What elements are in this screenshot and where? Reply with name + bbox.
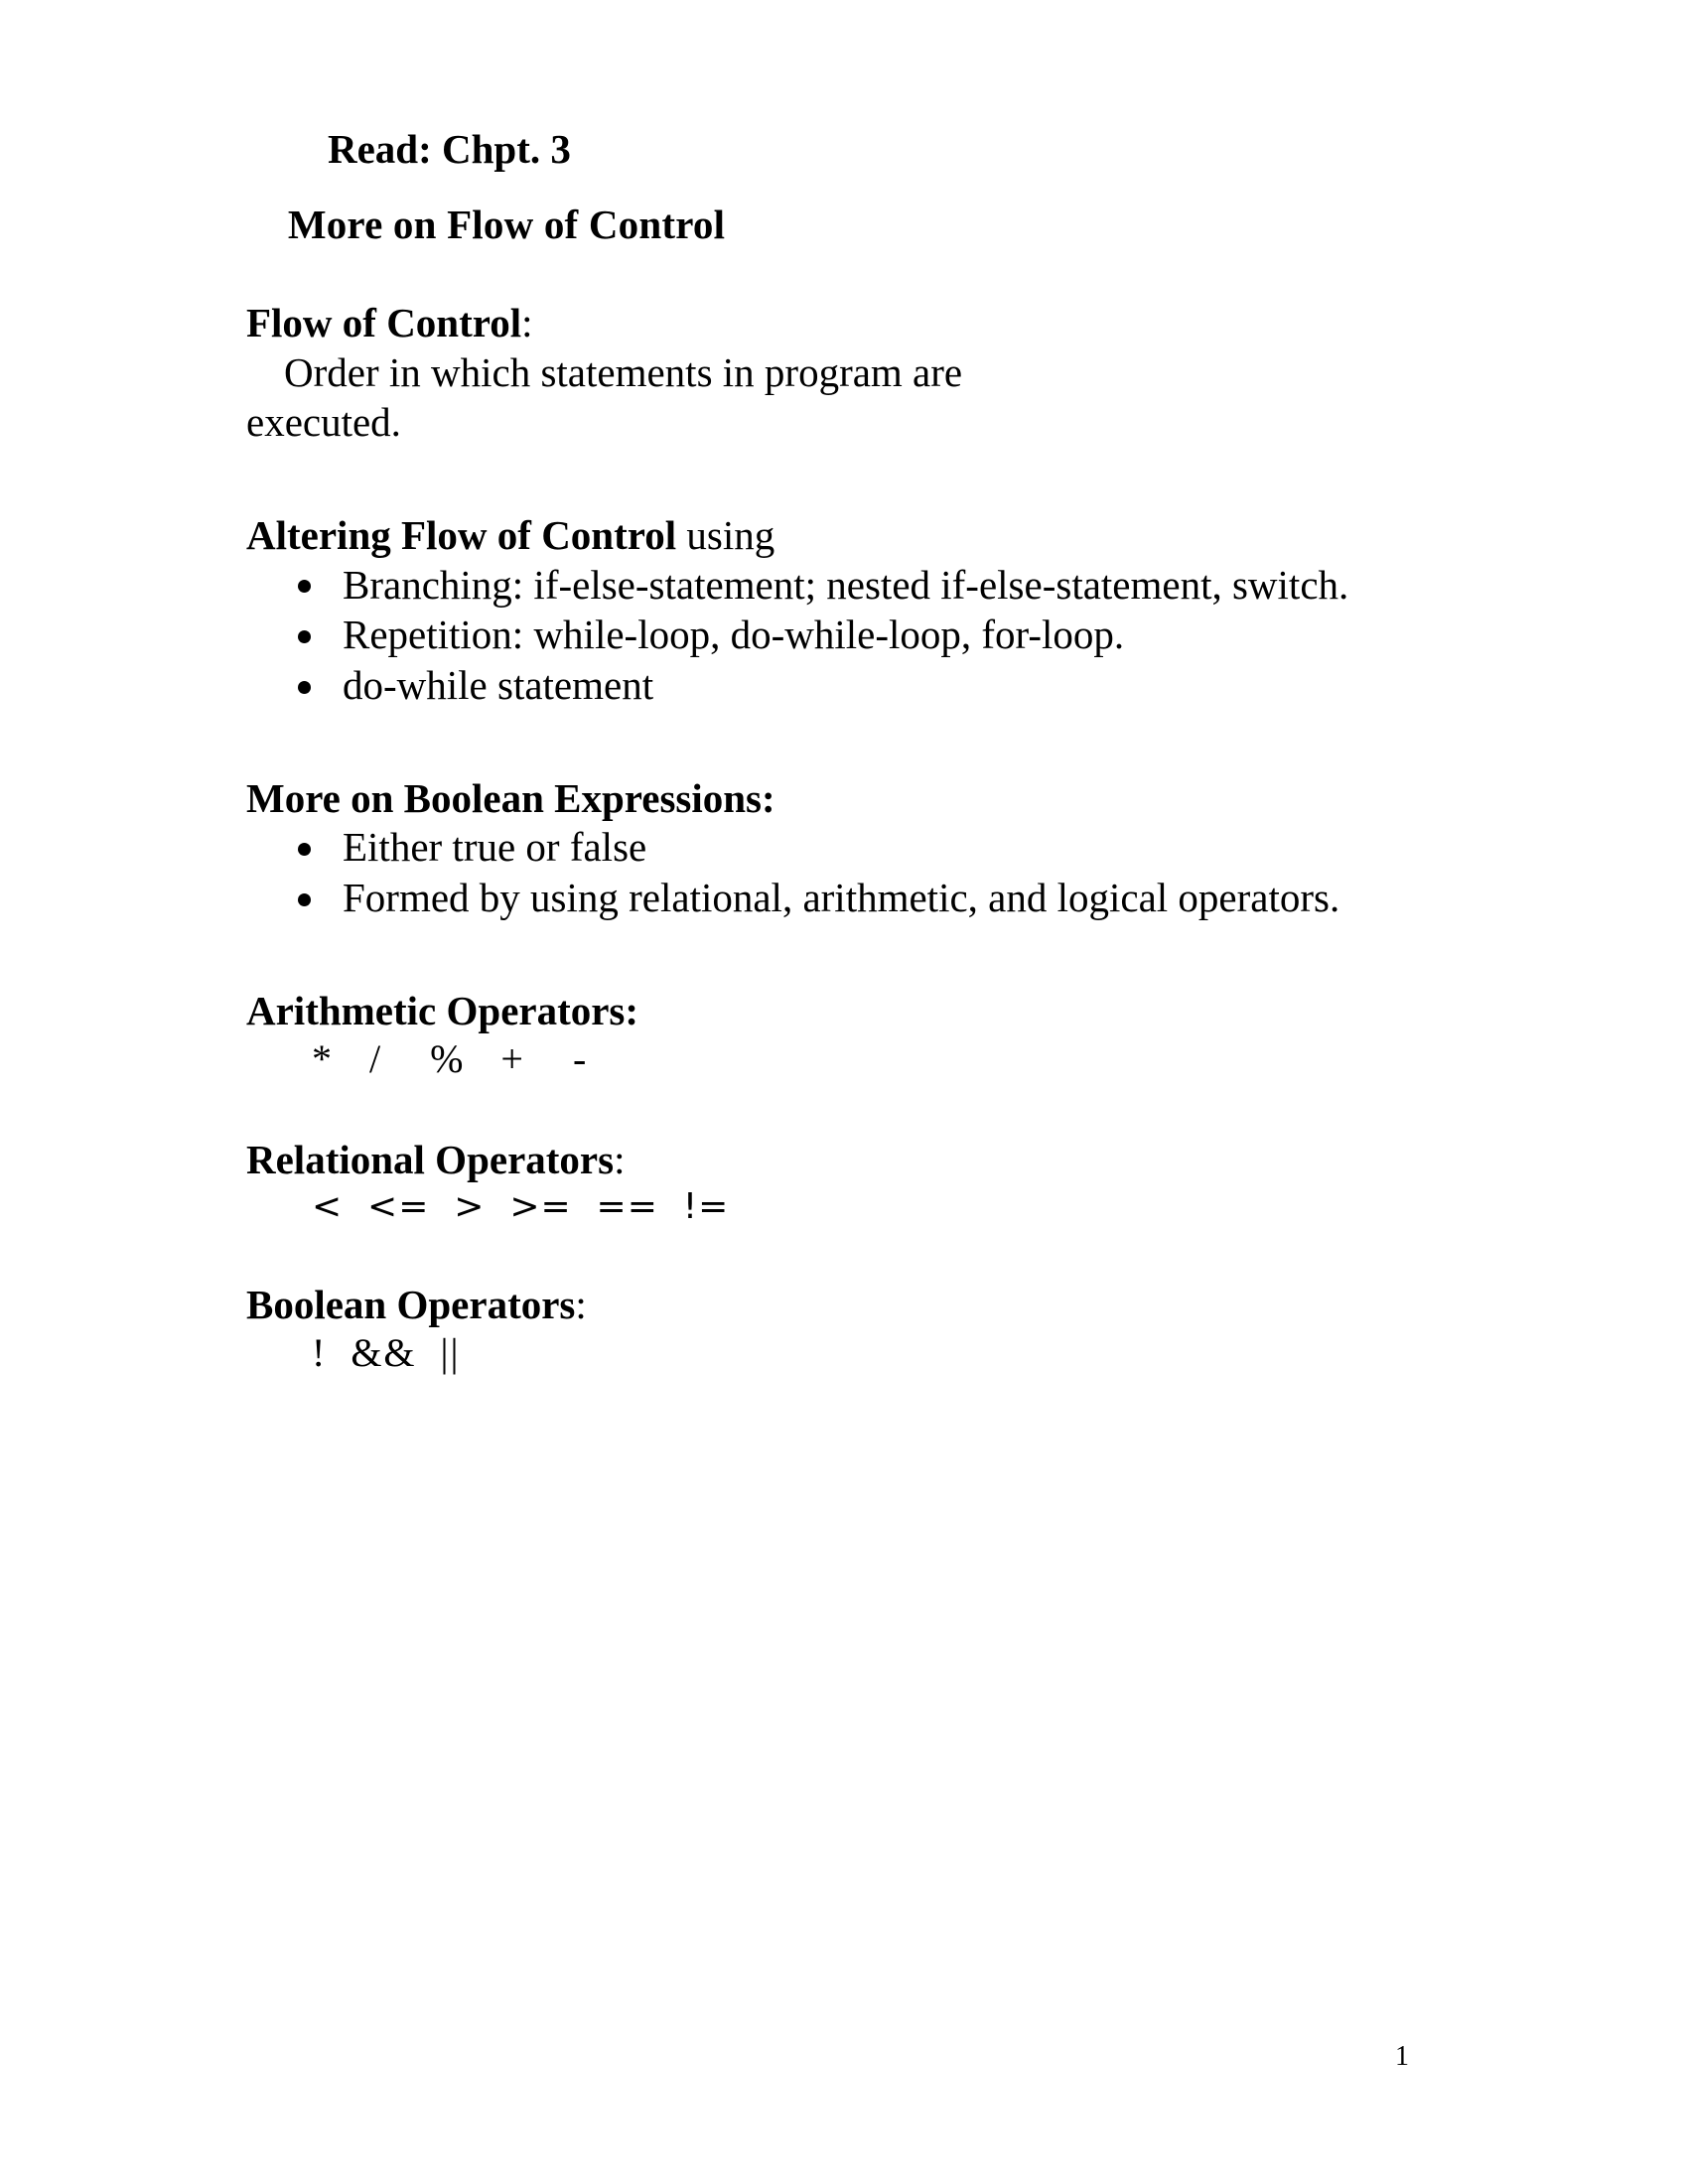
spacer xyxy=(246,711,1418,774)
section-heading-bold: Relational Operators xyxy=(246,1137,615,1183)
read-assignment-text: Read: Chpt. 3 xyxy=(328,126,571,173)
section-heading-tail: using xyxy=(676,512,775,559)
document-body xyxy=(246,0,1418,1378)
read-assignment-line xyxy=(246,77,1418,221)
page-title: More on Flow of Control xyxy=(287,202,726,247)
section-heading-bold: More on Boolean Expressions: xyxy=(246,775,775,822)
section-heading-tail: : xyxy=(575,1281,587,1327)
relational-operators-row: < <= > >= == != xyxy=(312,1185,730,1227)
section-arithmetic-operators xyxy=(246,987,1418,1084)
page-number: 1 xyxy=(1395,2041,1409,2072)
bullet-icon xyxy=(298,630,311,643)
section-heading xyxy=(246,511,1418,559)
spacer xyxy=(246,0,1418,77)
bullet-icon xyxy=(298,893,311,906)
list-item xyxy=(246,822,1418,873)
section-heading xyxy=(246,774,1418,822)
section-heading-bold: Flow of Control xyxy=(246,300,522,346)
bullet-list xyxy=(246,560,1418,711)
list-item xyxy=(246,660,1418,711)
list-item-label: do-while statement xyxy=(343,662,654,709)
body-line: executed. xyxy=(246,399,401,446)
section-relational-operators xyxy=(246,1136,1418,1228)
read-assignment-block xyxy=(246,77,1418,221)
arithmetic-operators-row: * / % + - xyxy=(312,1036,589,1082)
section-altering-flow-of-control xyxy=(246,511,1418,711)
section-heading xyxy=(246,987,1418,1034)
list-item xyxy=(246,610,1418,660)
spacer xyxy=(246,448,1418,511)
section-heading xyxy=(246,1281,1418,1328)
section-heading-bold: Altering Flow of Control xyxy=(246,512,677,559)
section-heading xyxy=(246,1136,1418,1183)
bullet-list xyxy=(246,822,1418,923)
list-item xyxy=(246,560,1418,611)
spacer xyxy=(246,1084,1418,1136)
section-boolean-operators xyxy=(246,1281,1418,1378)
section-boolean-expressions xyxy=(246,774,1418,923)
section-heading xyxy=(246,299,1418,346)
spacer xyxy=(246,1229,1418,1281)
list-item-label: Formed by using relational, arithmetic, and logical operators. xyxy=(343,875,1340,921)
section-heading-bold: Boolean Operators xyxy=(246,1281,576,1327)
spacer xyxy=(246,923,1418,987)
section-flow-of-control xyxy=(246,299,1418,448)
boolean-operators-row: ! && || xyxy=(312,1330,461,1376)
section-heading-tail: : xyxy=(614,1137,626,1183)
spacer xyxy=(246,221,1418,299)
section-heading-tail: : xyxy=(521,300,533,346)
bullet-icon xyxy=(298,580,311,593)
section-heading-bold: Arithmetic Operators: xyxy=(246,988,639,1034)
list-item xyxy=(246,873,1418,923)
body-line: Order in which statements in program are xyxy=(284,348,963,395)
list-item-label: Either true or false xyxy=(343,824,647,871)
list-item-label: Repetition: while-loop, do-while-loop, for-loop. xyxy=(343,612,1125,658)
bullet-icon xyxy=(298,681,311,694)
bullet-icon xyxy=(298,843,311,856)
list-item-label: Branching: if-else-statement; nested if-else-statement, switch. xyxy=(343,561,1349,608)
